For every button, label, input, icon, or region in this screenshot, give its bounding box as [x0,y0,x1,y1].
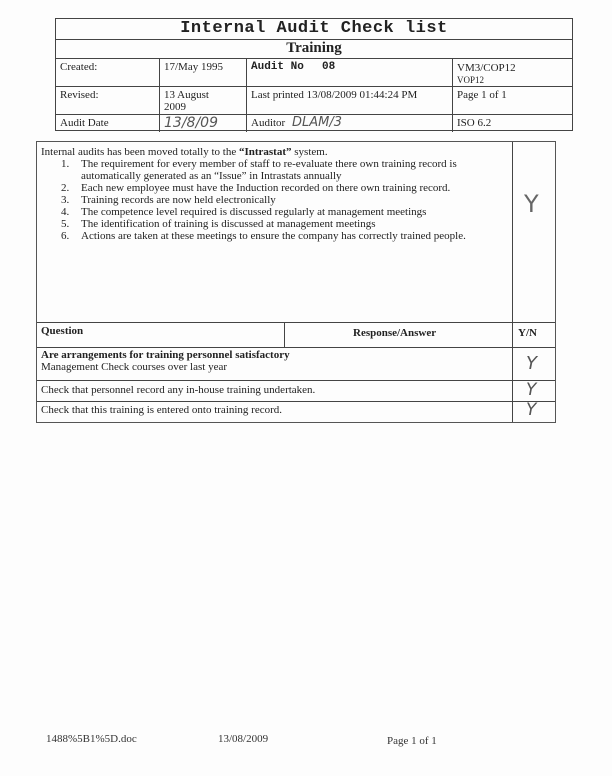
document-subtitle: Training [286,40,342,56]
audit-body [36,141,556,423]
document-title: Internal Audit Check list [56,19,572,40]
footer-page: Page 1 of 1 [387,735,437,747]
column-question: Question [41,325,84,337]
revised-value-line1: 13 August [164,89,209,101]
question-text: Check that this training is entered onto training record. [41,404,283,416]
created-value: 17/May 1995 [164,61,223,73]
question-note: Management Check courses over last year [41,361,228,373]
iso-reference: ISO 6.2 [457,117,492,129]
audit-date-handwritten: 13/8/09 [164,115,218,131]
summary-mark: Y [524,190,539,218]
column-yn: Y/N [518,327,537,339]
list-item: 1. The requirement for every member of staff to re-evaluate there own training record is automatically generated as an “Issue” in Intrastats annually [61,158,457,182]
auditor-label: Auditor [251,117,286,129]
header-table [55,18,573,131]
revised-value-line2: 2009 [164,101,186,113]
footer-filename: 1488%5B1%5D.doc [46,733,137,745]
audit-no-value: 08 [322,61,336,73]
audit-no-label: Audit No [251,61,304,73]
page-count: Page 1 of 1 [457,89,507,101]
question-text: Are arrangements for training personnel satisfactory [41,349,290,361]
list-item: 6. Actions are taken at these meetings to ensure the company has correctly trained people. [61,230,466,242]
yn-mark: Y [526,353,537,374]
list-item: 4. The competence level required is discussed regularly at management meetings [61,206,427,218]
intro-text: Internal audits has been moved totally to the “Intrastat” system. [41,146,328,158]
list-item: 5. The identification of training is discussed at management meetings [61,218,376,230]
list-item: 3. Training records are now held electronically [61,194,276,206]
footer-date: 13/08/2009 [218,733,269,745]
yn-mark: Y [526,380,537,400]
auditor-signature: DLAM/3 [292,115,343,130]
audit-date-label: Audit Date [60,117,109,129]
created-label: Created: [60,61,98,73]
last-printed: Last printed 13/08/2009 01:44:24 PM [251,89,418,101]
list-item: 2. Each new employee must have the Induction recorded on there own training record. [61,182,451,194]
reference-code: VM3/COP12 [457,62,516,74]
yn-mark: Y [526,400,537,420]
summary-list [41,158,511,242]
reference-code-small: VOP12 [457,75,485,85]
revised-label: Revised: [60,89,99,101]
column-response: Response/Answer [353,327,437,339]
question-text: Check that personnel record any in-house training undertaken. [41,384,316,396]
